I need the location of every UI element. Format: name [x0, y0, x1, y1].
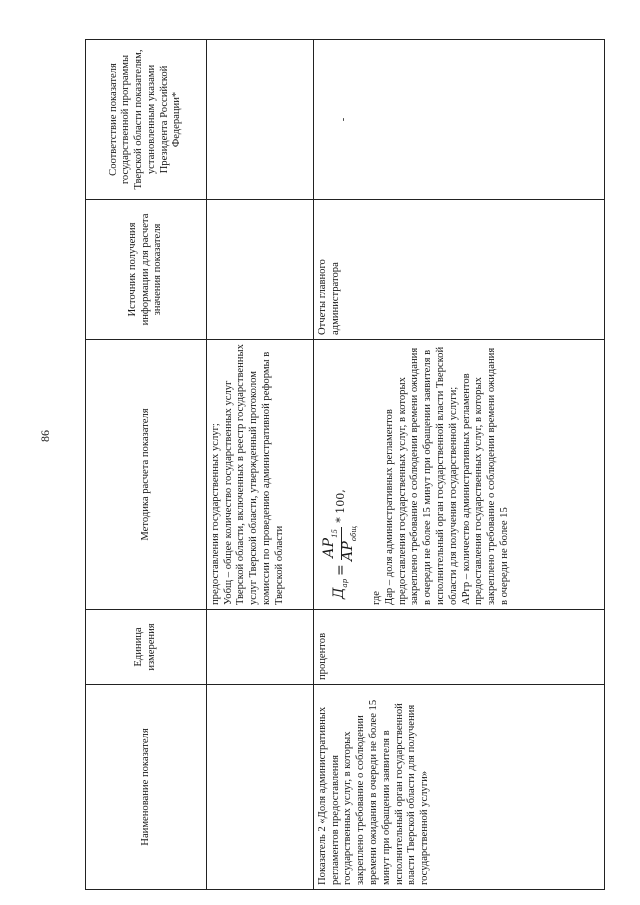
header-name: Наименование показателя	[86, 685, 207, 890]
indicator-table	[85, 39, 605, 890]
cell-method-continuation: предоставления государственных услуг; Уобщ – общее количество государственных услуг Тверской области, включенных в реестр государственных услуг Тверской области, утвержденный протоколом комиссии по проведению административной реформы в Тверской области	[206, 340, 313, 610]
cell-indicator-name: Показатель 2 «Доля административных регламентов предоставления государственных услуг, в которых закреплено требование о соблюдении времени ожидания в очереди не более 15 минут при обращении заявителя в исполнительный орган государственной власти Тверской области для получения государственной услуги»	[313, 685, 604, 890]
formula: $Д_{ар}$ = $АР_{15}$ $АР_{общ}$ * 100,	[323, 344, 361, 599]
cell-indicator-unit: процентов	[313, 610, 604, 685]
table-row-continuation	[206, 40, 313, 890]
cell-source-empty	[206, 200, 313, 340]
header-compliance: Соответствие показателя государственной программы Тверской области показателям, установленным указами Президента Российской Федерации*	[86, 40, 207, 200]
cell-name-empty	[206, 685, 313, 890]
header-method: Методика расчета показателя	[86, 340, 207, 610]
cell-indicator-source: Отчеты главного администратора	[313, 200, 604, 340]
cell-indicator-compliance: -	[313, 40, 604, 200]
table-header-row	[86, 40, 207, 890]
cell-unit-empty	[206, 610, 313, 685]
method-description: Дар – доля административных регламентов предоставления государственных услуг, в которых закреплено требование о соблюдении времени ожидания в очереди не более 15 минут при обращении заявителя в исполнительный орган государственной власти Тверской области для получения государственной услуги; АРгр – количество административных регламентов предоставления государственных услуг, в которых закреплено требование о соблюдении времени ожидания в очереди не более 15	[383, 346, 510, 605]
table-row-indicator-2	[313, 40, 604, 890]
formula-lhs: $Д_{ар}$	[330, 578, 349, 599]
header-unit: Единица измерения	[86, 610, 207, 685]
header-source: Источник получения информации для расчета значения показателя	[86, 200, 207, 340]
cell-compliance-empty	[206, 40, 313, 200]
rotated-table-container	[85, 40, 605, 890]
cell-indicator-method	[313, 340, 604, 610]
method-where: где	[370, 591, 382, 605]
formula-fraction: $АР_{15}$ $АР_{общ}$	[320, 525, 359, 562]
page-number: 86	[38, 430, 52, 442]
